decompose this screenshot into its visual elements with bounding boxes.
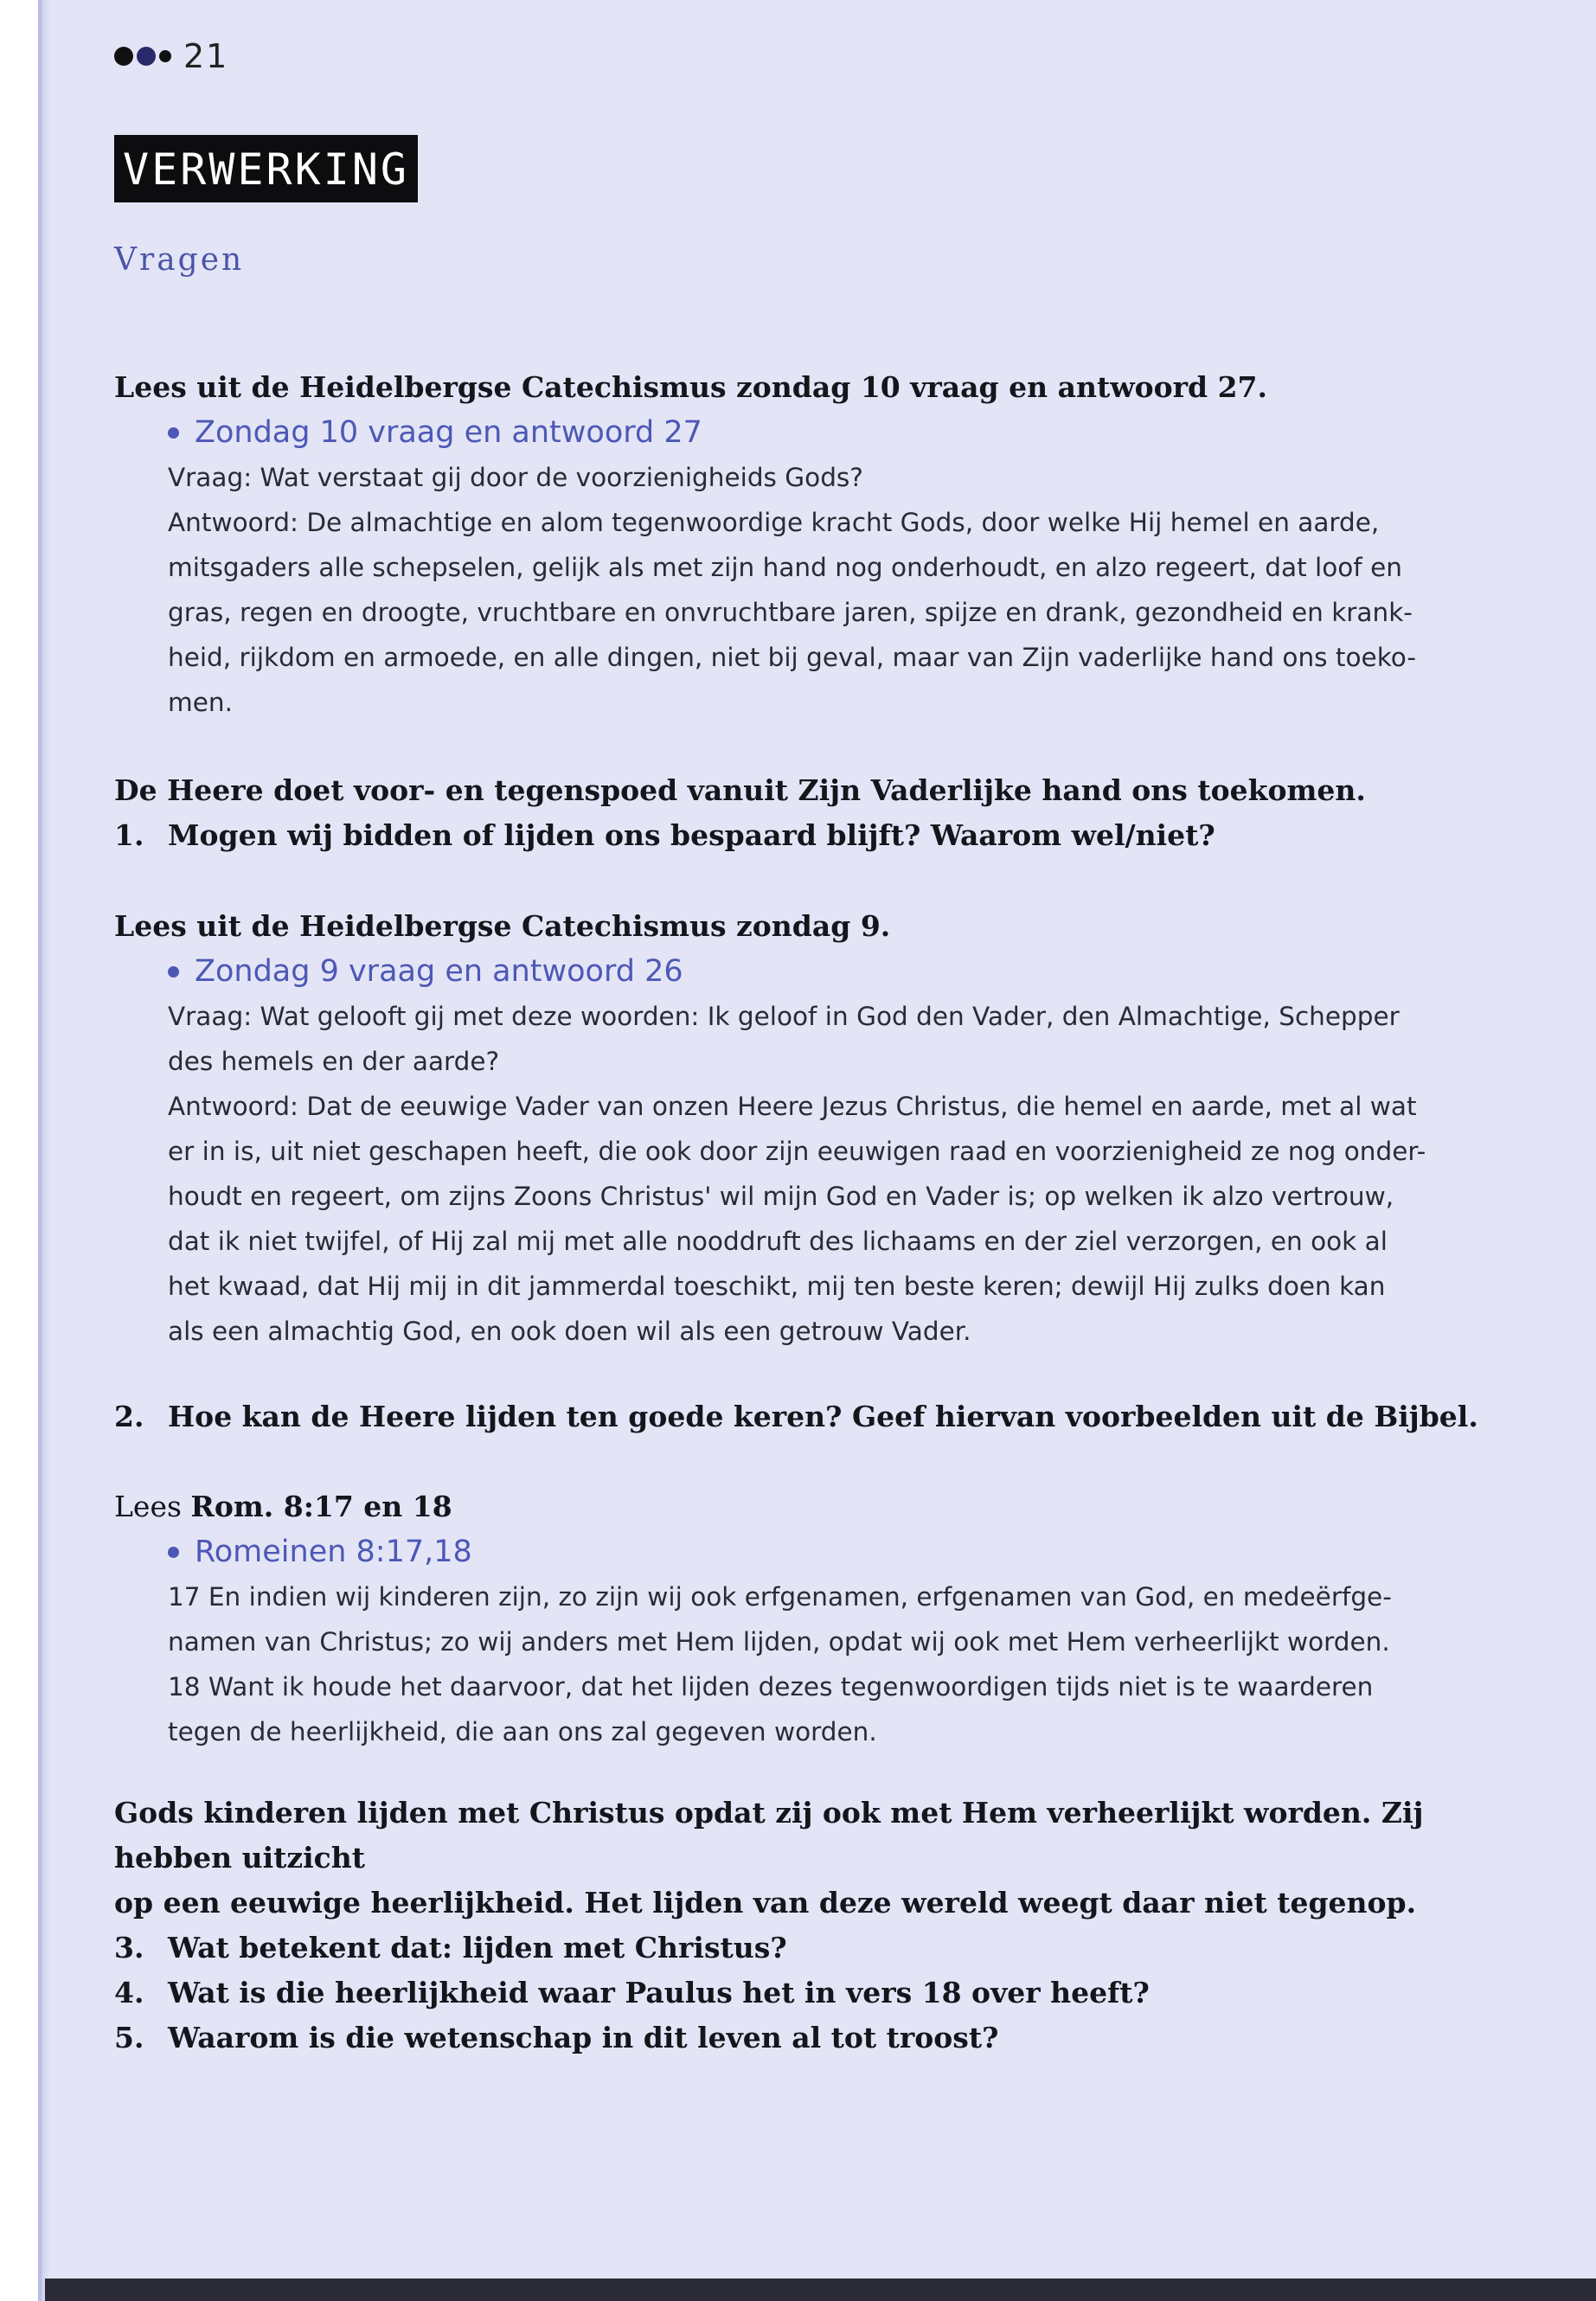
reference-bullet [168,1529,1498,1574]
block-catechism-10 [114,365,1498,725]
marker-dot-icon [159,50,171,62]
block-intro: Lees uit de Heidelbergse Catechismus zondag 10 vraag en antwoord 27. [114,370,1268,404]
block-intro-line: op een eeuwige heerlijkheid. Het lijden van deze wereld weegt daar niet tegenop. [114,1886,1417,1920]
quote-line: het kwaad, dat Hij mij in dit jammerdal toeschikt, mij ten beste keren; dewijl Hij zulks doen kan [168,1272,1386,1301]
page-number: 21 [183,37,229,75]
quote-line: houdt en regeert, om zijns Zoons Christus' wil mijn God en Vader is; op welken ik alzo vertrouw, [168,1182,1394,1211]
quote-line: heid, rijkdom en armoede, en alle dingen, niet bij geval, maar van Zijn vaderlijke hand ons toeko- [168,643,1416,672]
block-questions-3-5 [114,1791,1498,2061]
question-number: 3. [114,1931,144,1965]
block-intro-line: Gods kinderen lijden met Christus opdat zij ook met Hem verheerlijkt worden. Zij hebben uitzicht [114,1796,1424,1875]
reference-label: Romeinen 8:17,18 [195,1535,472,1569]
question-item [114,1394,1498,1439]
quote-line: als een almachtig God, en ook doen wil als een getrouw Vader. [168,1317,971,1346]
reference-label: Zondag 9 vraag en antwoord 26 [195,954,683,989]
block-intro: De Heere doet voor- en tegenspoed vanuit Zijn Vaderlijke hand ons toekomen. [114,773,1366,807]
quote-line: dat ik niet twijfel, of Hij zal mij met alle nooddruft des lichaams en der ziel verzorgen, en ook al [168,1227,1388,1256]
block-question-2 [114,1394,1498,1439]
reference-bullet [168,410,1498,455]
question-item [114,2016,1498,2061]
question-text: Wat betekent dat: lijden met Christus? [168,1931,787,1965]
question-number: 5. [114,2021,144,2054]
block-intro [114,1484,1498,1529]
bullet-dot-icon [168,966,179,977]
question-text: Mogen wij bidden of lijden ons bespaard blijft? Waarom wel/niet? [168,818,1215,852]
question-number: 2. [114,1400,144,1433]
quote-line: 18 Want ik houde het daarvoor, dat het lijden dezes tegenwoordigen tijds niet is te waarderen [168,1672,1374,1702]
quote-line: 17 En indien wij kinderen zijn, zo zijn wij ook erfgenamen, erfgenamen van God, en medeërfge- [168,1582,1392,1612]
page-content [114,35,1498,278]
quote-line: namen van Christus; zo wij anders met Hem lijden, opdat wij ook met Hem verheerlijkt worden. [168,1627,1390,1657]
subsection-title: Vragen [114,242,245,278]
question-text: Waarom is die wetenschap in dit leven al tot troost? [168,2021,999,2054]
intro-reference: Rom. 8:17 en 18 [190,1490,452,1523]
question-text: Hoe kan de Heere lijden ten goede keren? Geef hiervan voorbeelden uit de Bijbel. [168,1400,1478,1433]
quote-line: er in is, uit niet geschapen heeft, die ook door zijn eeuwigen raad en voorzienigheid ze nog onder- [168,1137,1426,1166]
marker-dot-icon [114,47,133,66]
intro-prefix: Lees [114,1490,182,1523]
quote-line: Vraag: Wat gelooft gij met deze woorden: Ik geloof in God den Vader, den Almachtige, Schepper [168,1002,1400,1031]
page-bottom-edge [45,2279,1596,2301]
question-item [114,1971,1498,2016]
page-spine-shadow [42,0,50,2301]
bullet-dot-icon [168,427,179,439]
quote-line: mitsgaders alle schepselen, gelijk als met zijn hand nog onderhoudt, en alzo regeert, dat loof en [168,553,1402,582]
quote-line: Vraag: Wat verstaat gij door de voorzienigheids Gods? [168,463,863,492]
reference-bullet [168,949,1498,994]
question-number: 4. [114,1976,144,2009]
quote-line: Antwoord: De almachtige en alom tegenwoordige kracht Gods, door welke Hij hemel en aarde, [168,508,1380,537]
reference-label: Zondag 10 vraag en antwoord 27 [195,415,702,450]
section-heading: VERWERKING [114,135,418,202]
block-catechism-9 [114,904,1498,1354]
bullet-dot-icon [168,1547,179,1558]
quote-line: gras, regen en droogte, vruchtbare en onvruchtbare jaren, spijze en drank, gezondheid en krank- [168,598,1413,627]
page-marker [114,35,1498,78]
question-item [114,1926,1498,1971]
quote-line: men. [168,688,233,717]
block-intro: Lees uit de Heidelbergse Catechismus zondag 9. [114,909,891,943]
block-question-1 [114,768,1498,858]
marker-dot-icon [137,47,156,66]
question-item [114,813,1498,858]
question-number: 1. [114,818,144,852]
quote-line: Antwoord: Dat de eeuwige Vader van onzen Heere Jezus Christus, die hemel en aarde, met al wat [168,1092,1417,1121]
question-text: Wat is die heerlijkheid waar Paulus het in vers 18 over heeft? [168,1976,1150,2009]
quote-line: des hemels en der aarde? [168,1047,500,1076]
block-romans [114,1484,1498,1754]
quote-line: tegen de heerlijkheid, die aan ons zal gegeven worden. [168,1717,877,1747]
